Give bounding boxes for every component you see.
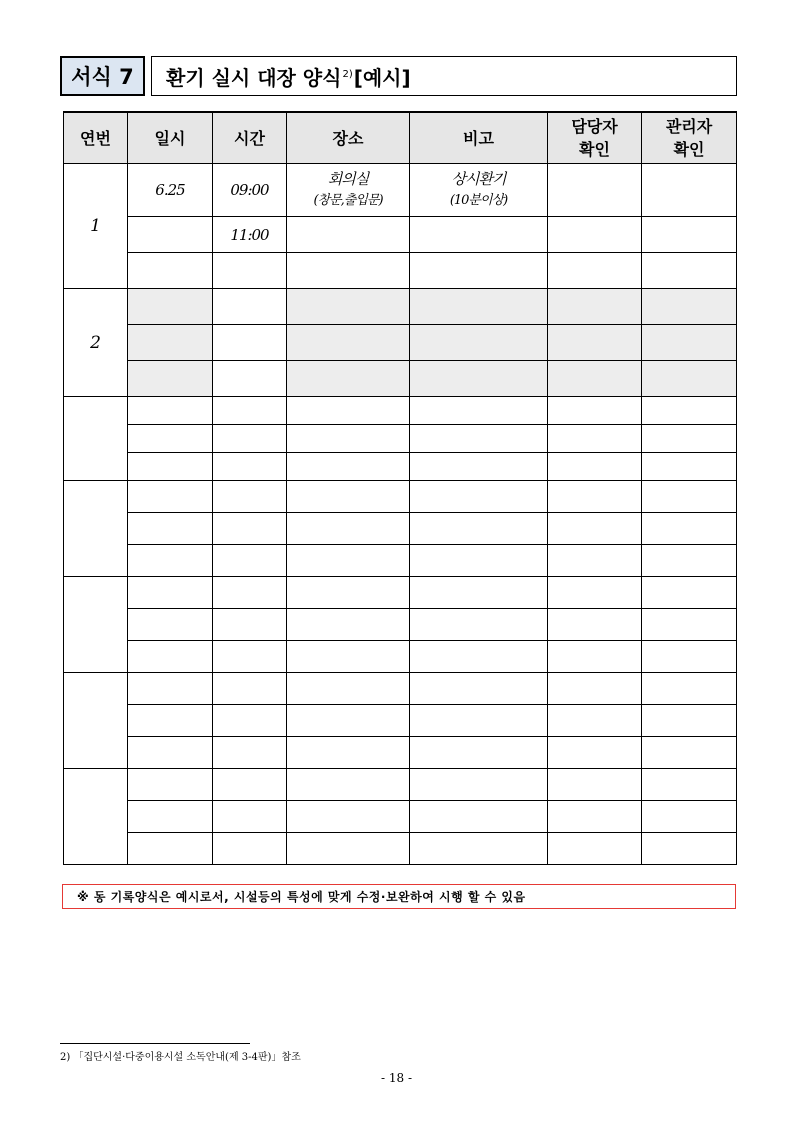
note-cell[interactable] [410,361,548,397]
admin-check-cell[interactable] [642,737,737,769]
footnote-divider [60,1043,250,1044]
table-row [64,577,737,609]
table-row [64,397,737,425]
table-row [64,253,737,289]
date-cell[interactable] [128,453,213,481]
time-cell[interactable] [213,609,287,641]
table-row [64,513,737,545]
note-cell[interactable] [410,801,548,833]
time-cell[interactable]: 09:00 [213,164,287,217]
row-number: 1 [64,164,128,289]
admin-check-cell[interactable] [642,545,737,577]
manager-check-cell[interactable] [548,641,642,673]
note-cell[interactable] [410,673,548,705]
manager-check-cell[interactable] [548,325,642,361]
note-cell[interactable] [410,397,548,425]
footnote-ref: 2) [342,68,353,80]
place-cell[interactable] [287,164,410,217]
row-number [64,481,128,577]
page-number: - 18 - [380,1071,412,1085]
header-admin-line2: 확인 [673,140,705,159]
row-number [64,577,128,673]
date-cell[interactable] [128,801,213,833]
admin-check-cell[interactable] [642,481,737,513]
date-cell[interactable] [128,289,213,325]
place-cell[interactable] [287,253,410,289]
note-cell[interactable] [410,481,548,513]
row-number [64,769,128,865]
place-cell[interactable] [287,801,410,833]
place-cell[interactable] [287,705,410,737]
form-title [151,56,737,96]
note-cell[interactable] [410,453,548,481]
admin-check-cell[interactable] [642,217,737,253]
date-cell[interactable] [128,673,213,705]
table-row [64,833,737,865]
date-cell[interactable] [128,545,213,577]
table-row [64,769,737,801]
note-cell[interactable] [410,641,548,673]
table-row [64,217,737,253]
date-cell[interactable] [128,361,213,397]
admin-check-cell[interactable] [642,801,737,833]
time-cell[interactable] [213,641,287,673]
manager-check-cell[interactable] [548,289,642,325]
manager-check-cell[interactable] [548,833,642,865]
table-row [64,673,737,705]
time-cell[interactable] [213,833,287,865]
place-cell[interactable] [287,833,410,865]
time-cell[interactable] [213,453,287,481]
note-cell[interactable] [410,833,548,865]
date-cell[interactable]: 6.25 [128,164,213,217]
note-cell[interactable] [410,705,548,737]
admin-check-cell[interactable] [642,833,737,865]
table-row [64,737,737,769]
date-cell[interactable] [128,769,213,801]
date-cell[interactable] [128,481,213,513]
admin-check-cell[interactable] [642,289,737,325]
manager-check-cell[interactable] [548,545,642,577]
manager-check-cell[interactable] [548,705,642,737]
manager-check-cell[interactable] [548,513,642,545]
manager-check-cell[interactable] [548,397,642,425]
place-cell[interactable] [287,217,410,253]
place-cell[interactable] [287,397,410,425]
admin-check-cell[interactable] [642,769,737,801]
manager-check-cell[interactable] [548,164,642,217]
admin-check-cell[interactable] [642,705,737,737]
manager-check-cell[interactable] [548,801,642,833]
time-cell[interactable] [213,361,287,397]
table-row [64,453,737,481]
admin-check-cell[interactable] [642,673,737,705]
header-manager-line1: 담당자 [571,117,618,136]
header-place: 장소 [287,112,410,164]
table-row [64,481,737,513]
date-cell[interactable] [128,325,213,361]
form-title-suffix: [예시] [353,65,411,90]
header-note: 비고 [410,112,548,164]
time-cell[interactable] [213,481,287,513]
time-cell[interactable] [213,801,287,833]
time-cell[interactable] [213,289,287,325]
admin-check-cell[interactable] [642,325,737,361]
date-cell[interactable] [128,577,213,609]
admin-check-cell[interactable] [642,641,737,673]
manager-check-cell[interactable] [548,609,642,641]
manager-check-cell[interactable] [548,577,642,609]
header-admin-check [642,112,737,164]
date-cell[interactable] [128,513,213,545]
header-admin-line1: 관리자 [665,117,713,136]
table-row [64,325,737,361]
manager-check-cell[interactable] [548,425,642,453]
note-cell[interactable] [410,769,548,801]
header-date: 일시 [128,112,213,164]
place-cell[interactable] [287,673,410,705]
note-cell[interactable] [410,289,548,325]
manager-check-cell[interactable] [548,673,642,705]
admin-check-cell[interactable] [642,609,737,641]
row-number: 2 [64,289,128,397]
date-cell[interactable] [128,641,213,673]
time-cell[interactable] [213,325,287,361]
header-manager-check [548,112,642,164]
footnote: 2) 「집단시설·다중이용시설 소독안내(제 3-4판)」참조 [60,1052,301,1063]
place-cell[interactable] [287,737,410,769]
manager-check-cell[interactable] [548,737,642,769]
admin-check-cell[interactable] [642,513,737,545]
note-cell[interactable] [410,325,548,361]
manager-check-cell[interactable] [548,253,642,289]
time-cell[interactable] [213,253,287,289]
row-number [64,673,128,769]
place-cell[interactable] [287,325,410,361]
time-cell[interactable] [213,397,287,425]
place-cell[interactable] [287,641,410,673]
date-cell[interactable] [128,425,213,453]
place-cell[interactable] [287,577,410,609]
table-row [64,545,737,577]
note-cell[interactable] [410,425,548,453]
ventilation-log-table [63,111,737,865]
admin-check-cell[interactable] [642,361,737,397]
place-line1: 회의실 [327,170,369,188]
date-cell[interactable] [128,609,213,641]
time-cell[interactable] [213,737,287,769]
note-cell[interactable] [410,217,548,253]
place-cell[interactable] [287,289,410,325]
table-row [64,289,737,325]
manager-check-cell[interactable] [548,481,642,513]
form-title-main: 환기 실시 대장 양식 [166,65,342,90]
time-cell[interactable] [213,769,287,801]
note-cell[interactable] [410,164,548,217]
admin-check-cell[interactable] [642,453,737,481]
note-cell[interactable] [410,253,548,289]
date-cell[interactable] [128,397,213,425]
manager-check-cell[interactable] [548,453,642,481]
admin-check-cell[interactable] [642,253,737,289]
header-manager-line2: 확인 [579,140,610,159]
time-cell[interactable] [213,577,287,609]
table-row [64,801,737,833]
table-row [64,361,737,397]
place-line2: (창문,출입문) [313,193,383,208]
time-cell[interactable] [213,513,287,545]
time-cell[interactable] [213,673,287,705]
admin-check-cell[interactable] [642,577,737,609]
form-label: 서식 7 [60,56,145,96]
place-cell[interactable] [287,513,410,545]
manager-check-cell[interactable] [548,769,642,801]
date-cell[interactable] [128,737,213,769]
note-cell[interactable] [410,513,548,545]
table-row [64,641,737,673]
manager-check-cell[interactable] [548,361,642,397]
admin-check-cell[interactable] [642,397,737,425]
admin-check-cell[interactable] [642,425,737,453]
table-row [64,164,737,217]
table-header-row [64,112,737,164]
date-cell[interactable] [128,833,213,865]
table-row [64,705,737,737]
note-cell[interactable] [410,609,548,641]
notice-box: ※ 동 기록양식은 예시로서, 시설등의 특성에 맞게 수정·보완하여 시행 할 수 있음 [62,884,736,909]
place-cell[interactable] [287,453,410,481]
note-line1: 상시환기 [451,170,506,188]
note-cell[interactable] [410,737,548,769]
place-cell[interactable] [287,609,410,641]
header-time: 시간 [213,112,287,164]
place-cell[interactable] [287,361,410,397]
time-cell[interactable] [213,425,287,453]
table-row [64,425,737,453]
place-cell[interactable] [287,481,410,513]
admin-check-cell[interactable] [642,164,737,217]
row-number [64,397,128,481]
place-cell[interactable] [287,425,410,453]
date-cell[interactable] [128,705,213,737]
note-line2: (10분이상) [449,193,508,208]
note-cell[interactable] [410,577,548,609]
place-cell[interactable] [287,769,410,801]
manager-check-cell[interactable] [548,217,642,253]
time-cell[interactable] [213,545,287,577]
time-cell[interactable]: 11:00 [213,217,287,253]
header-no: 연번 [64,112,128,164]
note-cell[interactable] [410,545,548,577]
date-cell[interactable] [128,253,213,289]
date-cell[interactable] [128,217,213,253]
time-cell[interactable] [213,705,287,737]
place-cell[interactable] [287,545,410,577]
table-row [64,609,737,641]
